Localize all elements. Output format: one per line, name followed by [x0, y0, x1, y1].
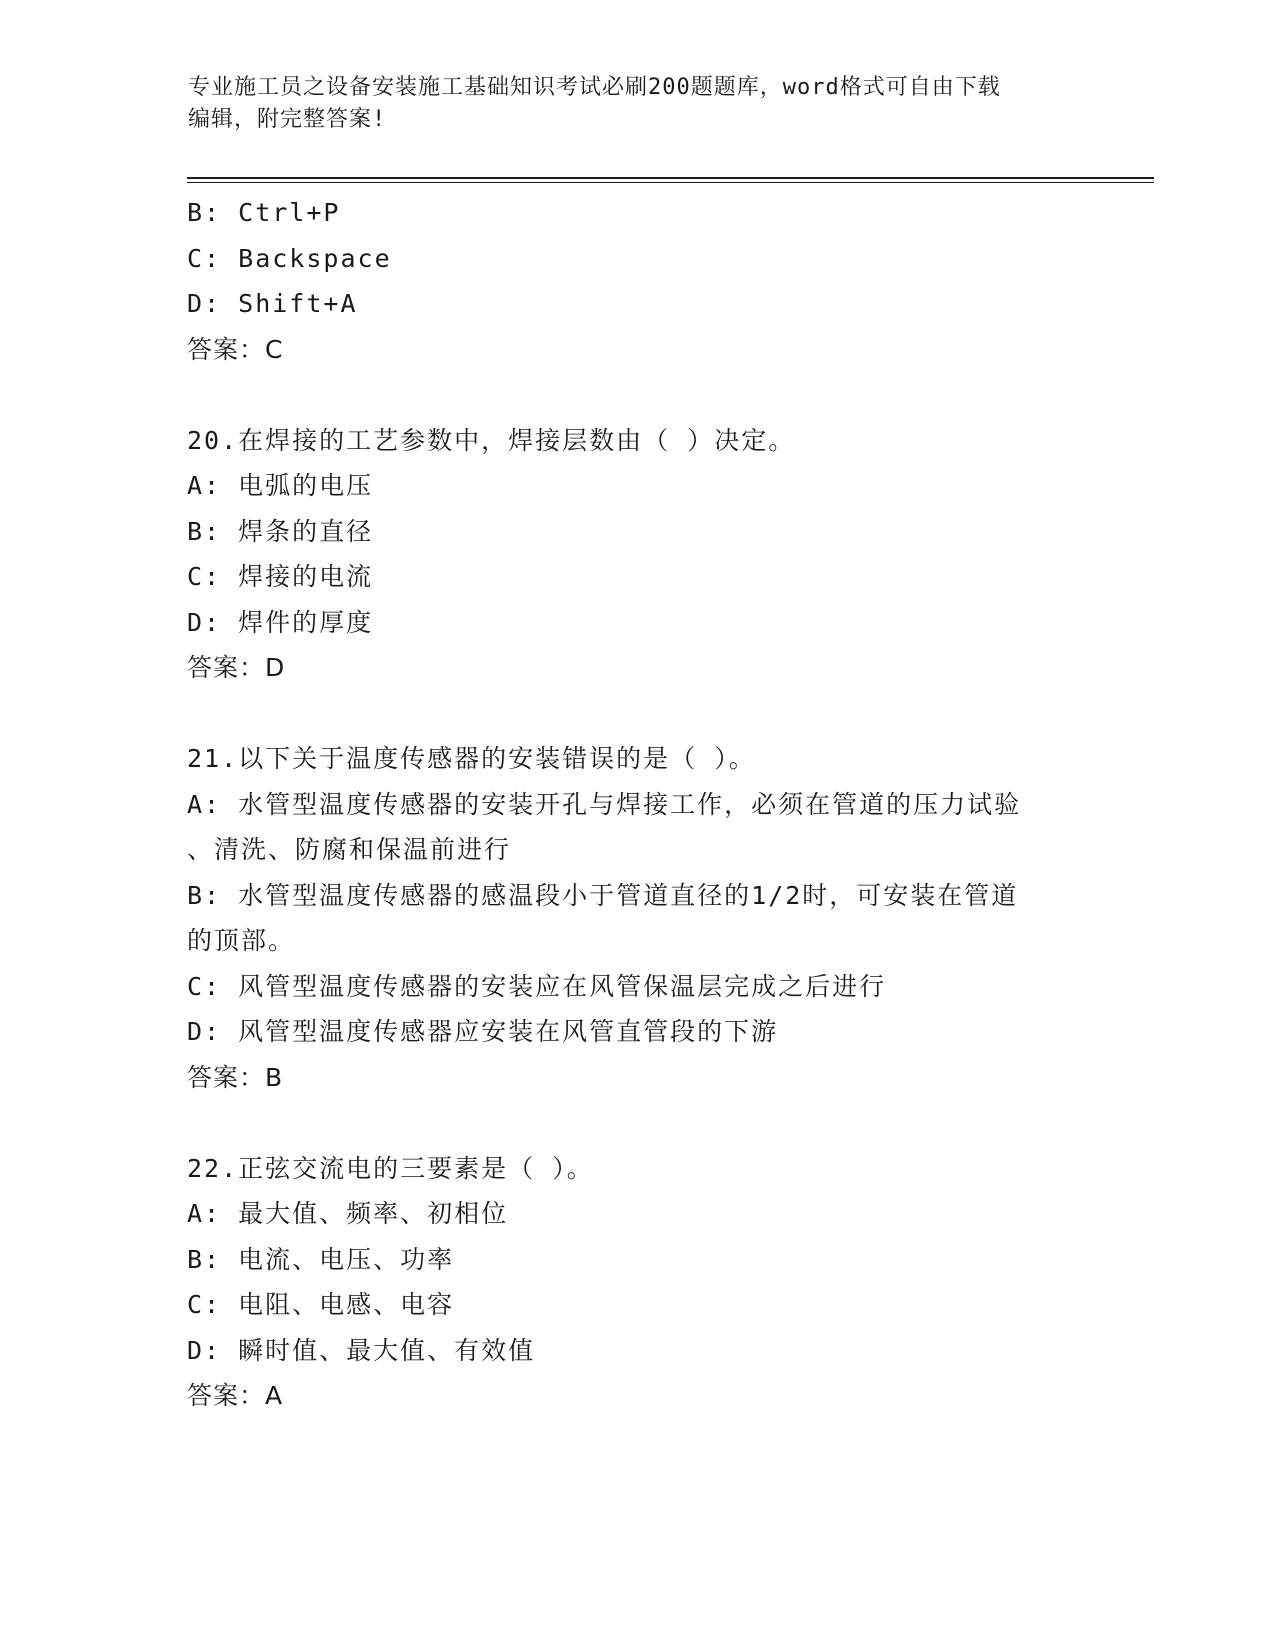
- header-divider: [187, 177, 1154, 179]
- option-a: A: 电弧的电压: [187, 471, 374, 500]
- answer: 答案：C: [187, 334, 284, 364]
- option-b: B: 电流、电压、功率: [187, 1244, 455, 1274]
- question-text: 20.在焊接的工艺参数中，焊接层数由（ ）决定。: [187, 425, 796, 455]
- option-d: D: 焊件的厚度: [187, 607, 374, 637]
- question-text: 21.以下关于温度传感器的安装错误的是（ ）。: [187, 744, 756, 773]
- header-divider-thin: [187, 182, 1154, 183]
- document-header: [188, 72, 1068, 136]
- question-21: [187, 736, 1087, 1100]
- option-d: D: 风管型温度传感器应安装在风管直管段的下游: [187, 1017, 779, 1046]
- option-b-line-1: B: 水管型温度传感器的感温段小于管道直径的1/2时，可安装在管道: [187, 880, 1019, 910]
- question-list: [187, 190, 1087, 1419]
- option-d: D: 瞬时值、最大值、有效值: [187, 1335, 536, 1365]
- option-c: C: Backspace: [187, 243, 392, 273]
- option-a: A: 最大值、频率、初相位: [187, 1199, 509, 1228]
- question-19: [187, 190, 1087, 372]
- answer: 答案：A: [187, 1381, 284, 1410]
- answer: 答案：D: [187, 653, 286, 682]
- spacer: [187, 372, 1087, 418]
- option-a-line-2: 、清洗、防腐和保温前进行: [187, 835, 512, 864]
- answer: 答案：B: [187, 1062, 284, 1092]
- header-title-line-1: 专业施工员之设备安装施工基础知识考试必刷200题题库，word格式可自由下载: [188, 75, 1001, 100]
- option-c: C: 电阻、电感、电容: [187, 1290, 455, 1319]
- header-title-line-2: 编辑，附完整答案!: [188, 107, 387, 132]
- spacer: [187, 1100, 1087, 1146]
- option-d: D: Shift+A: [187, 289, 358, 318]
- option-b-line-2: 的顶部。: [187, 926, 296, 955]
- option-b: B: 焊条的直径: [187, 516, 374, 546]
- option-a-line-1: A: 水管型温度传感器的安装开孔与焊接工作，必须在管道的压力试验: [187, 789, 1022, 819]
- question-text: 22.正弦交流电的三要素是（ ）。: [187, 1153, 594, 1183]
- option-b: B: Ctrl+P: [187, 198, 341, 227]
- option-c: C: 焊接的电流: [187, 562, 374, 591]
- option-c: C: 风管型温度传感器的安装应在风管保温层完成之后进行: [187, 971, 887, 1001]
- question-22: [187, 1146, 1087, 1419]
- question-20: [187, 418, 1087, 691]
- spacer: [187, 691, 1087, 737]
